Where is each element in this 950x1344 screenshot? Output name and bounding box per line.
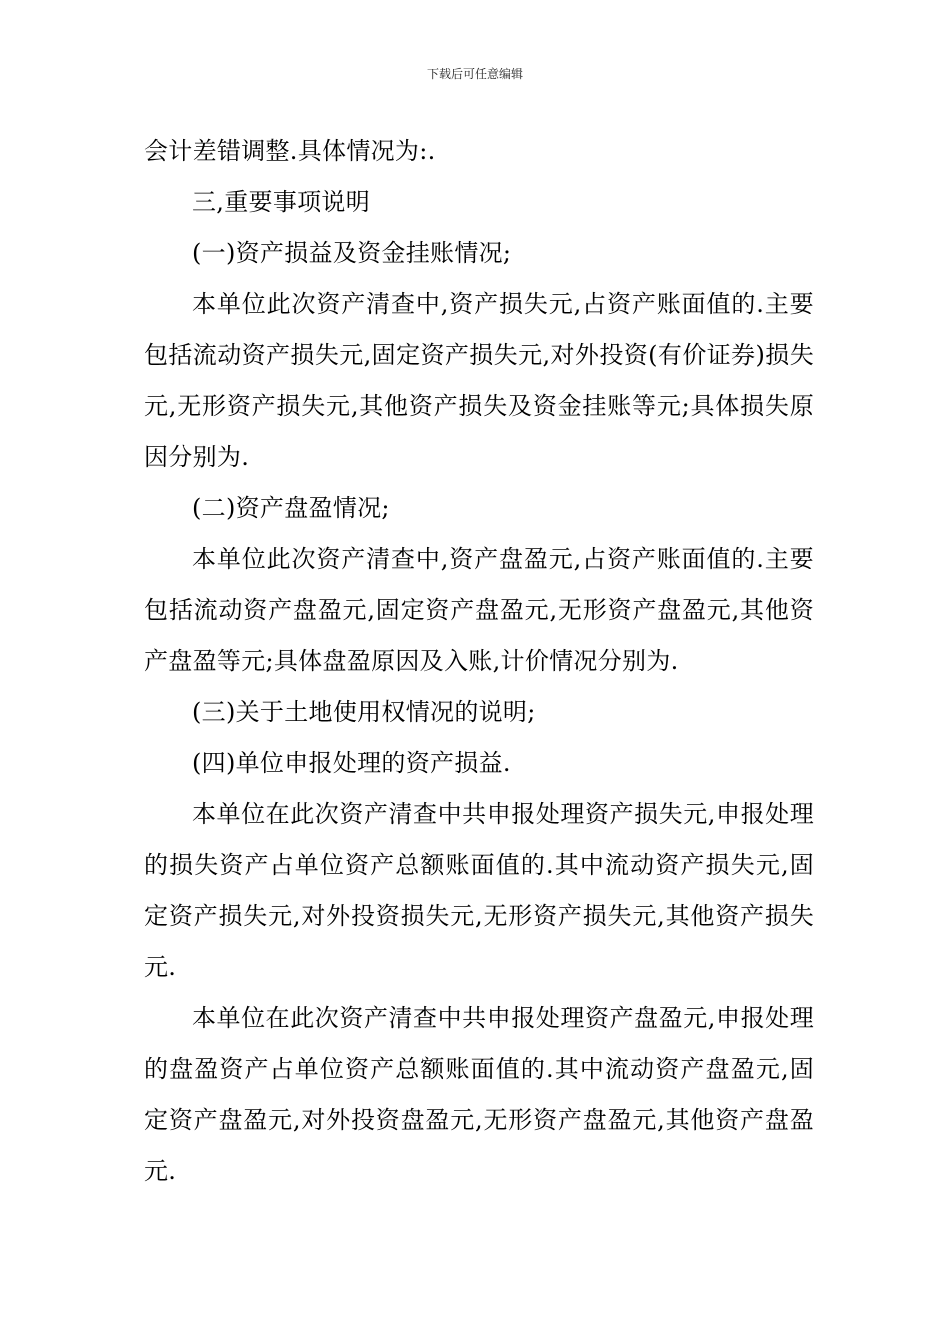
paragraph-declared-surplus: 本单位在此次资产清查中共申报处理资产盘盈元,申报处理的盘盈资产占单位资产总额账面值的.其中流动资产盘盈元,固定资产盘盈元,对外投资盘盈元,无形资产盘盈元,其他资产盘盈元. [144, 1004, 814, 1185]
subsection-heading-declared-gains-losses: (四)单位申报处理的资产损益. [192, 749, 511, 777]
section-heading-important-matters: 三,重要事项说明 [192, 188, 371, 216]
document-body [144, 126, 814, 1197]
page-header: 下载后可任意编辑 [426, 67, 523, 81]
paragraph-asset-losses: 本单位此次资产清查中,资产损失元,占资产账面值的.主要包括流动资产损失元,固定资产损失元,对外投资(有价证券)损失元,无形资产损失元,其他资产损失及资金挂账等元;具体损失原因分别为. [144, 290, 814, 471]
paragraph-continuation: 会计差错调整.具体情况为:. [144, 137, 436, 165]
subsection-heading-asset-surplus: (二)资产盘盈情况; [192, 494, 390, 522]
subsection-heading-land-use-rights: (三)关于土地使用权情况的说明; [192, 698, 536, 726]
paragraph-declared-losses: 本单位在此次资产清查中共申报处理资产损失元,申报处理的损失资产占单位资产总额账面值的.其中流动资产损失元,固定资产损失元,对外投资损失元,无形资产损失元,其他资产损失元. [144, 800, 814, 981]
paragraph-asset-surplus: 本单位此次资产清查中,资产盘盈元,占资产账面值的.主要包括流动资产盘盈元,固定资产盘盈元,无形资产盘盈元,其他资产盘盈等元;具体盘盈原因及入账,计价情况分别为. [144, 545, 814, 675]
subsection-heading-asset-gains-losses: (一)资产损益及资金挂账情况; [192, 239, 512, 267]
